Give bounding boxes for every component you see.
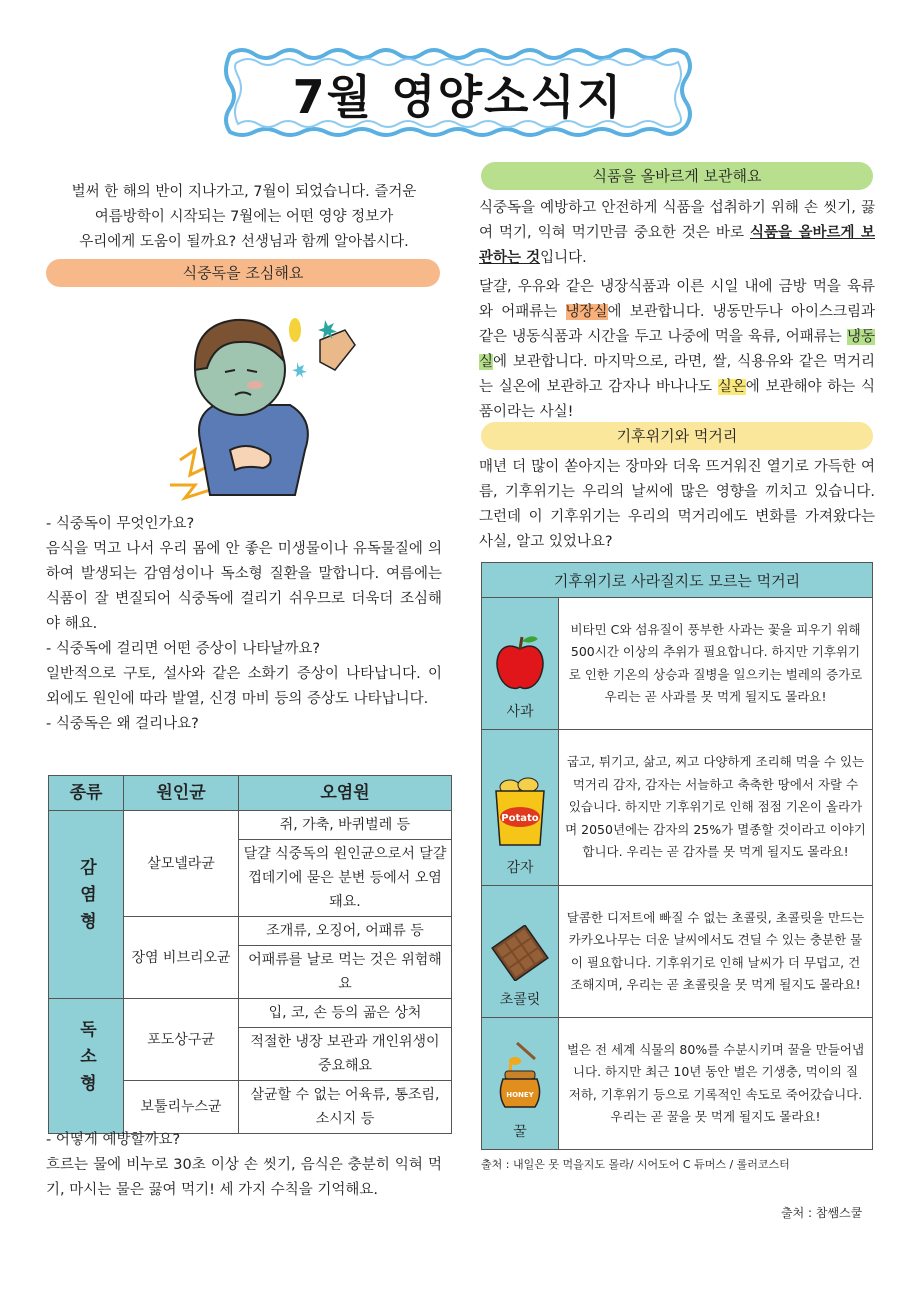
endangered-foods-table <box>481 562 873 1150</box>
question-what-is: - 식중독이 무엇인가요? <box>46 516 195 532</box>
storage-text <box>479 196 875 425</box>
food-desc: 비타민 C와 섬유질이 풍부한 사과는 꽃을 피우기 위해 500시간 이상의 추위가 필요합니다. 하지만 기후위기로 인한 기온의 상승과 질병을 일으키는 벌레의 증가로 우리는 곧 사과를 못 먹게 될지도 몰라요! <box>559 598 873 730</box>
source-cell: 적절한 냉장 보관과 개인위생이 중요해요 <box>239 1028 452 1081</box>
answer-what-is: 음식을 먹고 나서 우리 몸에 안 좋은 미생물이나 유독물질에 의하여 발생되는 감염성이나 독소형 질환을 말합니다. 여름에는 식품이 잘 변질되어 식중독에 걸리기 쉬우므로 더욱더 조심해야 해요. <box>46 541 442 632</box>
food-potato <box>482 730 559 886</box>
highlight-fridge: 냉장실 <box>565 304 608 320</box>
source-cell: 조개류, 오징어, 어패류 등 <box>239 917 452 946</box>
answer-prevention: 흐르는 물에 비누로 30초 이상 손 씻기, 음식은 충분히 익혀 먹기, 마시는 물은 끓여 먹기! 세 가지 수칙을 기억해요. <box>46 1157 442 1198</box>
food-chocolate <box>482 886 559 1018</box>
source-cell: 살균할 수 없는 어육류, 통조림, 소시지 등 <box>239 1081 452 1134</box>
food-desc: 달콤한 디저트에 빠질 수 없는 초콜릿, 초콜릿을 만드는 카카오나무는 더운 날씨에서도 견딜 수 있는 충분한 물이 필요합니다. 기후위기로 인해 날씨가 더 무덥고, 건조해지며, 우리는 곧 초콜릿을 못 먹게 될지도 몰라요! <box>559 886 873 1018</box>
storage-para-2 <box>479 275 875 425</box>
honey-jar-icon <box>495 1041 545 1113</box>
storage-text-2e: 에 보관합니다. 마지막으로, 라면, 쌀, 식용유와 같은 먹거리는 실온에 보관하고 감자나 바나나도 <box>479 354 875 395</box>
prevention-section <box>46 1128 442 1203</box>
honey-jar-label: HONEY <box>506 1091 534 1099</box>
answer-symptoms: 일반적으로 구토, 설사와 같은 소화기 증상이 나타납니다. 이 외에도 원인에 따라 발열, 신경 마비 등의 증상도 나타납니다. <box>46 666 442 707</box>
food-name: 감자 <box>506 860 534 876</box>
potato-bag-label: Potato <box>501 813 539 824</box>
highlight-freezer: 냉동실 <box>479 329 875 370</box>
apple-icon <box>492 633 548 693</box>
source-cell: 쥐, 가축, 바퀴벌레 등 <box>239 811 452 840</box>
question-symptoms: - 식중독에 걸리면 어떤 증상이 나타날까요? <box>46 641 321 657</box>
highlight-room-temp: 실온 <box>717 379 746 395</box>
section-pill-climate: 기후위기와 먹거리 <box>481 422 873 450</box>
chocolate-icon <box>490 925 550 981</box>
pathogen-botulinum: 보툴리누스균 <box>124 1081 239 1134</box>
intro-text <box>46 180 442 255</box>
intro-line: 우리에게 도움이 될까요? 선생님과 함께 알아봅시다. <box>79 234 409 250</box>
storage-text-2a: 달걀, 우유와 같은 냉장식품과 이른 시일 내에 금방 먹을 육류와 어패류는 <box>479 279 875 320</box>
intro-line: 벌써 한 해의 반이 지나가고, 7월이 되었습니다. 즐거운 <box>71 184 417 200</box>
pathogen-staph: 포도상구균 <box>124 999 239 1081</box>
source-cell: 어패류를 날로 먹는 것은 위험해요 <box>239 946 452 999</box>
climate-text: 매년 더 많이 쏟아지는 장마와 더욱 뜨거워진 열기로 가득한 여름, 기후위기는 우리의 날씨에 많은 영향을 끼치고 있습니다. 그런데 이 기후위기는 우리의 먹거리에도 변화를 가져왔다는 사실, 알고 있었나요? <box>479 459 875 550</box>
category-infection <box>49 811 124 999</box>
food-name: 꿀 <box>513 1124 527 1140</box>
question-causes: - 식중독은 왜 걸리나요? <box>46 716 199 732</box>
food-name: 사과 <box>506 704 534 720</box>
section-pill-food-poisoning: 식중독을 조심해요 <box>46 259 440 287</box>
storage-text-1a: 식중독을 예방하고 안전하게 식품을 섭취하기 위해 손 씻기, 끓여 먹기, 익혀 먹기만큼 중요한 것은 바로 <box>479 200 875 241</box>
table-title: 기후위기로 사라질지도 모르는 먹거리 <box>482 563 873 598</box>
category-toxin <box>49 999 124 1134</box>
page-title: 7월 영양소식지 <box>292 70 624 124</box>
food-desc: 벌은 전 세계 식물의 80%를 수분시키며 꿀을 만들어냅니다. 하지만 최근 10년 동안 벌은 기생충, 먹이의 질 저하, 기후위기 등으로 기록적인 속도로 죽어갔습니다. 우리는 곧 꿀을 못 먹게 될지도 몰라요! <box>559 1018 873 1150</box>
question-prevention: - 어떻게 예방할까요? <box>46 1132 181 1148</box>
intro-line: 여름방학이 시작되는 7월에는 어떤 영양 정보가 <box>94 209 394 225</box>
potato-chips-icon <box>490 777 550 849</box>
pathogen-vibrio: 장염 비브리오균 <box>124 917 239 999</box>
source-note-image: 출처 : 참쌤스쿨 <box>781 1206 863 1220</box>
pathogen-table <box>48 775 452 1134</box>
section-pill-storage: 식품을 올바르게 보관해요 <box>481 162 873 190</box>
header-pathogen: 원인균 <box>124 776 239 811</box>
storage-text-2c: 에 보관합니다. 냉동만두나 아이스크림과 같은 냉동식품과 시간을 두고 나중에 먹을 육류, 어패류는 <box>479 304 875 345</box>
storage-text-2g: 에 보관해야 하는 식품이라는 사실! <box>479 379 875 420</box>
source-note-book: 출처 : 내일은 못 먹을지도 몰라/ 시어도어 C 듀머스 / 롤러코스터 <box>481 1158 790 1171</box>
storage-text-1c: 입니다. <box>540 250 587 266</box>
food-apple <box>482 598 559 730</box>
title-banner <box>218 44 698 144</box>
header-source: 오염원 <box>239 776 452 811</box>
storage-para-1 <box>479 196 875 271</box>
sick-boy-illustration <box>155 300 365 505</box>
food-name: 초콜릿 <box>499 992 541 1008</box>
category-toxin-label: 독소형 <box>76 1019 96 1101</box>
source-cell: 달걀 식중독의 원인균으로서 달걀껍데기에 묻은 분변 등에서 오염돼요. <box>239 840 452 917</box>
pathogen-salmonella: 살모넬라균 <box>124 811 239 917</box>
left-column-text <box>46 512 442 737</box>
category-infection-label: 감염형 <box>76 858 96 939</box>
food-desc: 굽고, 튀기고, 삶고, 찌고 다양하게 조리해 먹을 수 있는 먹거리 감자, 감자는 서늘하고 축축한 땅에서 자랄 수 있습니다. 하지만 기후위기로 인해 점점 기온이 올라가며 2050년에는 감자의 25%가 멸종할 것이라고 이야기합니다. 우리는 곧 감자를 못 먹게 될지도 몰라요! <box>559 730 873 886</box>
storage-emphasis: 식품을 올바르게 보관하는 것 <box>479 225 876 266</box>
food-honey <box>482 1018 559 1150</box>
header-type: 종류 <box>49 776 124 811</box>
source-cell: 입, 코, 손 등의 곪은 상처 <box>239 999 452 1028</box>
